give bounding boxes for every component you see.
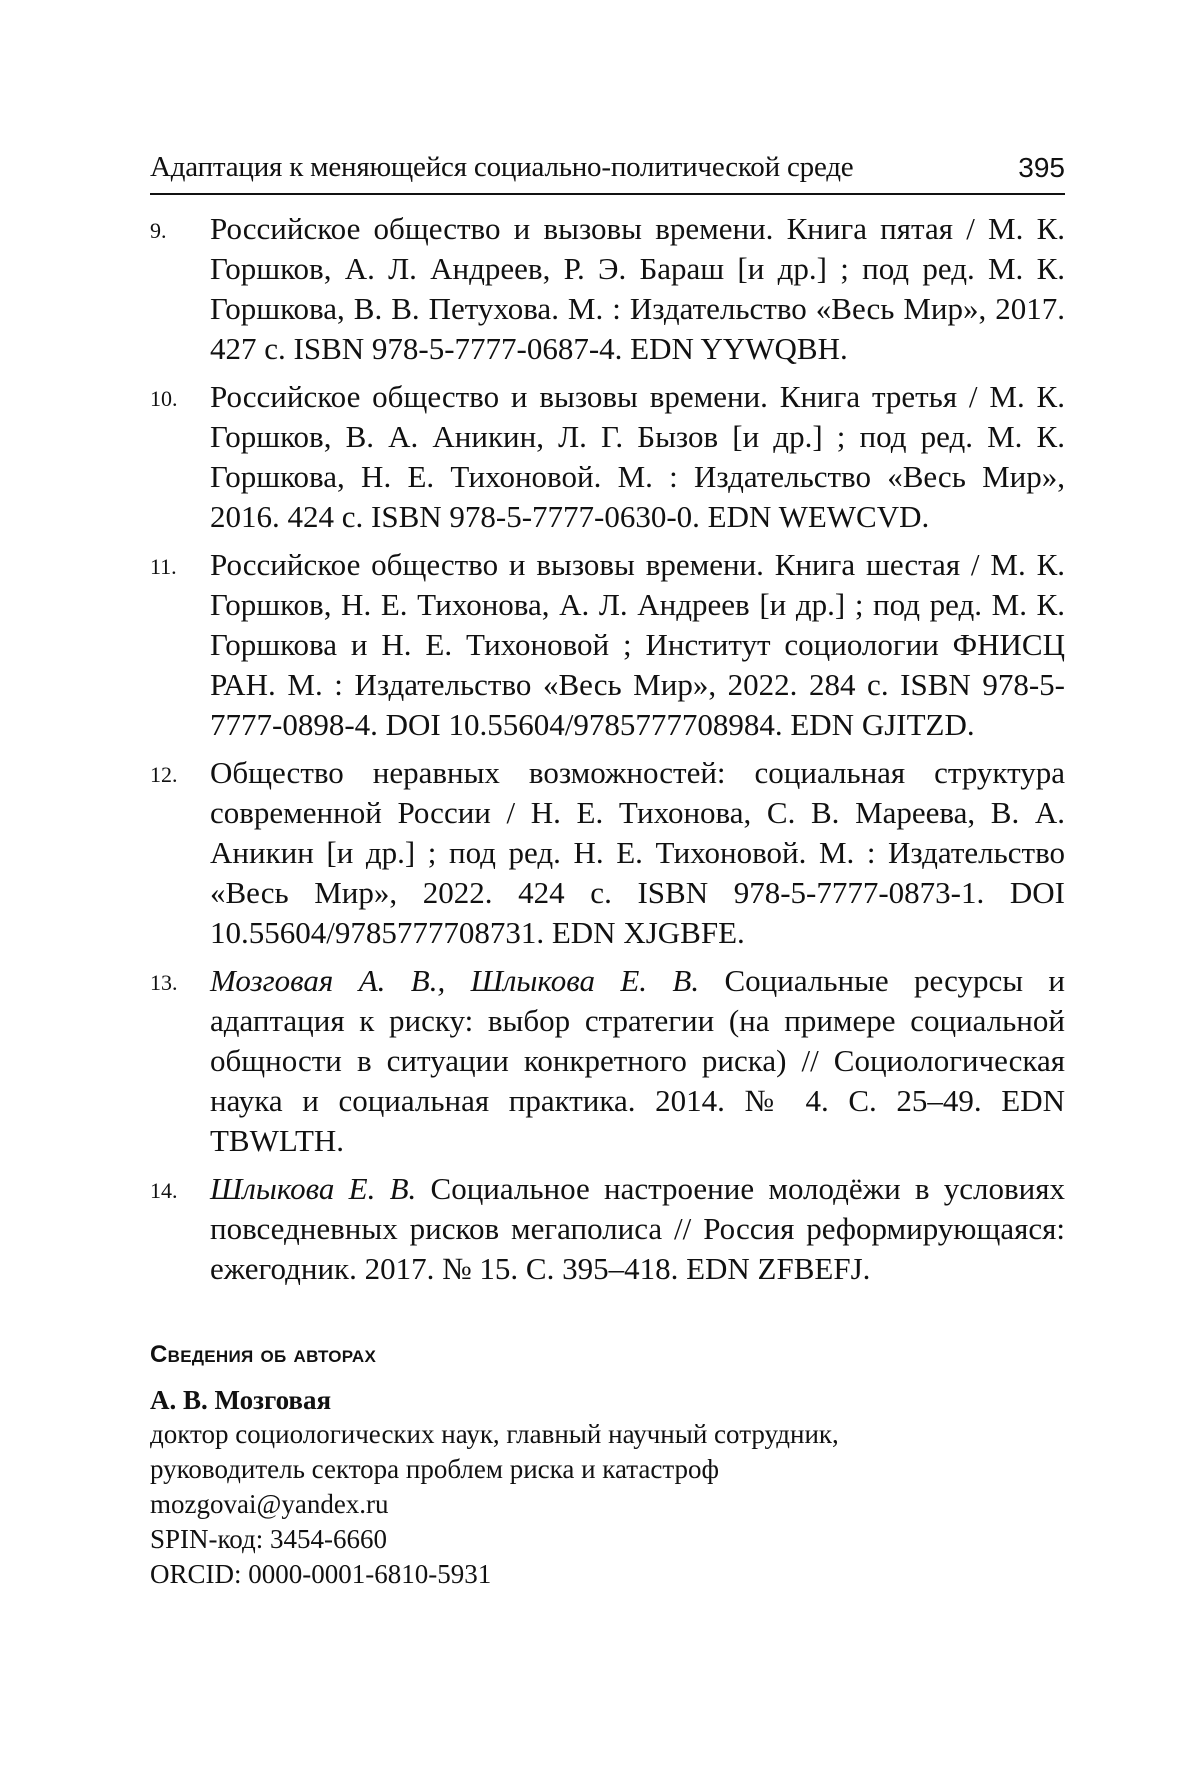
reference-list: [150, 209, 1065, 1289]
reference-text: Российское общество и вызовы времени. Книга пятая / М. К. Горшков, А. Л. Андреев, Р. Э. Бараш [и др.] ; под ред. М. К. Горшкова, В. В. Петухова. М. : Издательство «Весь Мир», 2017. 427 с. ISBN 978-5-7777-0687-4. EDN YYWQBH.: [210, 210, 1065, 366]
reference-authors: Мозговая А. В., Шлыкова Е. В.: [210, 962, 700, 998]
reference-item-10: [150, 377, 1065, 537]
author-info-heading: Сведения об авторах: [150, 1340, 377, 1368]
reference-item-14: [150, 1169, 1065, 1289]
reference-text: Российское общество и вызовы времени. Книга третья / М. К. Горшков, В. А. Аникин, Л. Г. Бызов [и др.] ; под ред. М. К. Горшкова, Н. Е. Тихоновой. М. : Издательство «Весь Мир», 2016. 424 с. ISBN 978-5-7777-0630-0. EDN WEWCVD.: [210, 378, 1065, 534]
author-name: А. В. Мозговая: [150, 1384, 332, 1415]
book-page: [150, 150, 1065, 1592]
author-spin-code: SPIN-код: 3454-6660: [150, 1523, 387, 1554]
reference-item-9: [150, 209, 1065, 369]
reference-text: Социальное настроение молодёжи в условиях повседневных рисков мегаполиса // Россия реформирующаяся: ежегодник. 2017. № 15. С. 395–418. EDN ZFBEFJ.: [210, 1170, 1066, 1286]
running-title: Адаптация к меняющейся социально-политической среде: [150, 151, 854, 183]
running-header: [150, 150, 1065, 195]
reference-item-12: [150, 753, 1065, 953]
author-email: mozgovai@yandex.ru: [150, 1488, 389, 1519]
reference-authors: Шлыкова Е. В.: [210, 1170, 417, 1206]
reference-item-11: [150, 545, 1065, 745]
reference-number: 12.: [150, 761, 178, 787]
reference-number: 10.: [150, 385, 178, 411]
author-position: руководитель сектора проблем риска и катастроф: [150, 1453, 720, 1484]
reference-number: 14.: [150, 1177, 178, 1203]
reference-number: 9.: [150, 217, 167, 243]
author-degree: доктор социологических наук, главный научный сотрудник,: [150, 1418, 839, 1449]
reference-text: Российское общество и вызовы времени. Книга шестая / М. К. Горшков, Н. Е. Тихонова, А. Л. Андреев [и др.] ; под ред. М. К. Горшкова и Н. Е. Тихоновой ; Институт социологии ФНИСЦ РАН. М. : Издательство «Весь Мир», 2022. 284 с. ISBN 978-5-7777-0898-4. DOI 10.55604/9785777708984. EDN GJITZD.: [210, 546, 1065, 742]
reference-text: Социальные ресурсы и адаптация к риску: выбор стратегии (на примере социальной общности в ситуации конкретного риска) // Социологическая наука и социальная практика. 2014. № 4. С. 25–49. EDN TBWLTH.: [210, 962, 1065, 1158]
reference-item-13: [150, 961, 1065, 1161]
author-info-section: [150, 1341, 1065, 1592]
page-number: 395: [1018, 152, 1065, 184]
reference-number: 13.: [150, 969, 178, 995]
author-orcid: ORCID: 0000-0001-6810-5931: [150, 1558, 492, 1589]
reference-text: Общество неравных возможностей: социальная структура современной России / Н. Е. Тихонова, С. В. Мареева, В. А. Аникин [и др.] ; под ред. Н. Е. Тихоновой. М. : Издательство «Весь Мир», 2022. 424 с. ISBN 978-5-7777-0873-1. DOI 10.55604/9785777708731. EDN XJGBFE.: [210, 754, 1065, 950]
reference-number: 11.: [150, 553, 177, 579]
